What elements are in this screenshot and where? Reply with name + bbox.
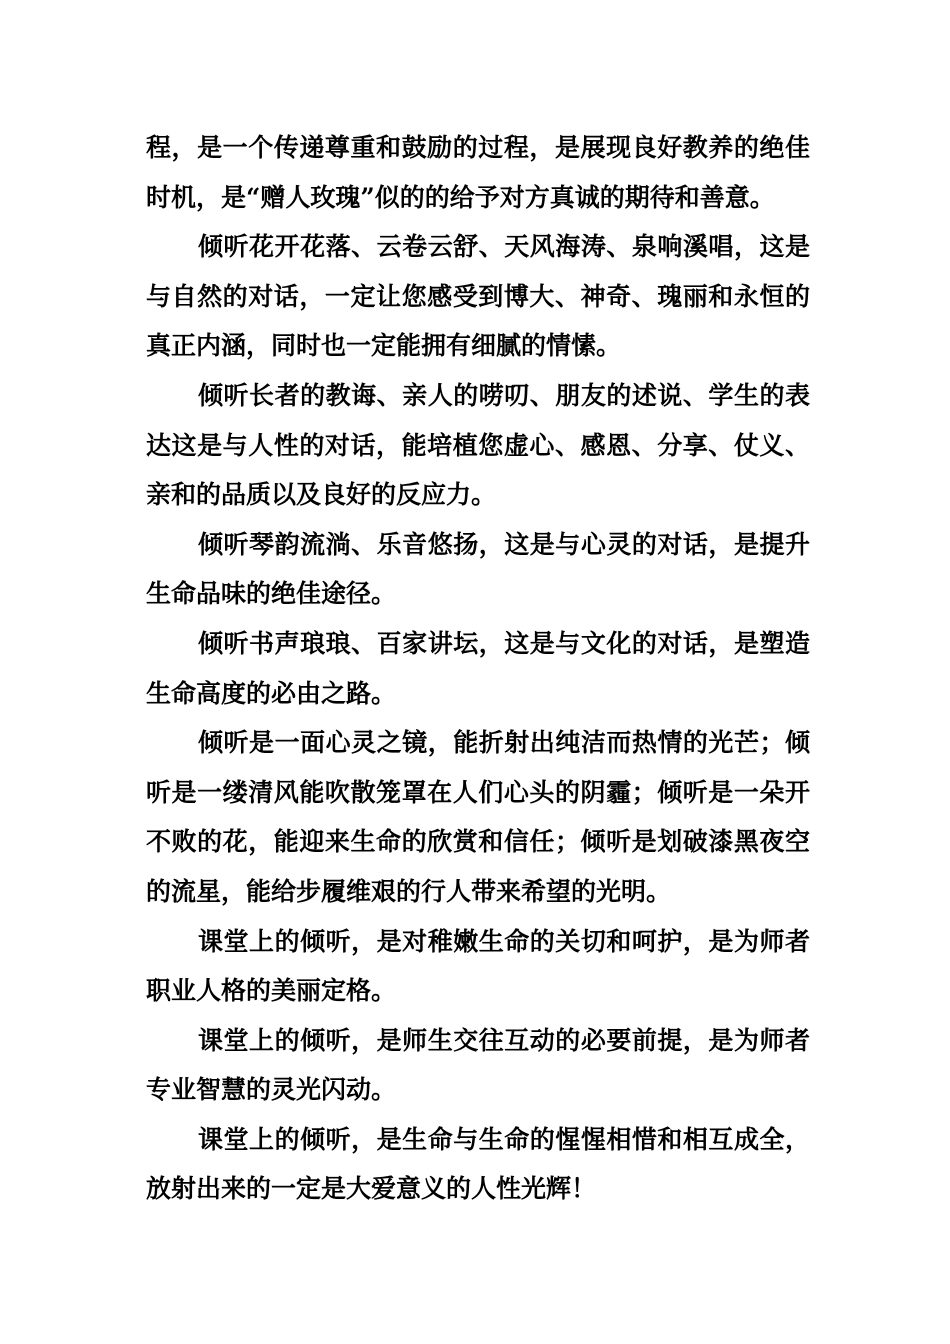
paragraph-culture: 倾听书声琅琅、百家讲坛，这是与文化的对话，是塑造生命高度的必由之路。 bbox=[146, 628, 810, 708]
paragraph-continuation: 程，是一个传递尊重和鼓励的过程，是展现良好教养的绝佳时机，是“赠人玫瑰”似的的给予对方真诚的期待和善意。 bbox=[146, 133, 810, 212]
paragraph-nature: 倾听花开花落、云卷云舒、天风海涛、泉响溪唱，这是与自然的对话，一定让您感受到博大、神奇、瑰丽和永恒的真正内涵，同时也一定能拥有细腻的情愫。 bbox=[146, 232, 810, 361]
paragraph-soul: 倾听琴韵流淌、乐音悠扬，这是与心灵的对话，是提升生命品味的绝佳途径。 bbox=[146, 529, 810, 609]
paragraph-classroom-3: 课堂上的倾听，是生命与生命的惺惺相惜和相互成全，放射出来的一定是大爱意义的人性光辉！ bbox=[146, 1124, 810, 1204]
paragraph-metaphors: 倾听是一面心灵之镜，能折射出纯洁而热情的光芒；倾听是一缕清风能吹散笼罩在人们心头的阴霾；倾听是一朵开不败的花，能迎来生命的欣赏和信任；倾听是划破漆黑夜空的流星，能给步履维艰的行人带来希望的光明。 bbox=[146, 728, 810, 906]
paragraph-humanity: 倾听长者的教诲、亲人的唠叨、朋友的述说、学生的表达这是与人性的对话，能培植您虚心、感恩、分享、仗义、亲和的品质以及良好的反应力。 bbox=[146, 380, 810, 510]
document-body bbox=[146, 123, 810, 1214]
paragraph-classroom-2: 课堂上的倾听，是师生交往互动的必要前提，是为师者专业智慧的灵光闪动。 bbox=[146, 1025, 810, 1105]
paragraph-classroom-1: 课堂上的倾听，是对稚嫩生命的关切和呵护，是为师者职业人格的美丽定格。 bbox=[146, 926, 810, 1006]
